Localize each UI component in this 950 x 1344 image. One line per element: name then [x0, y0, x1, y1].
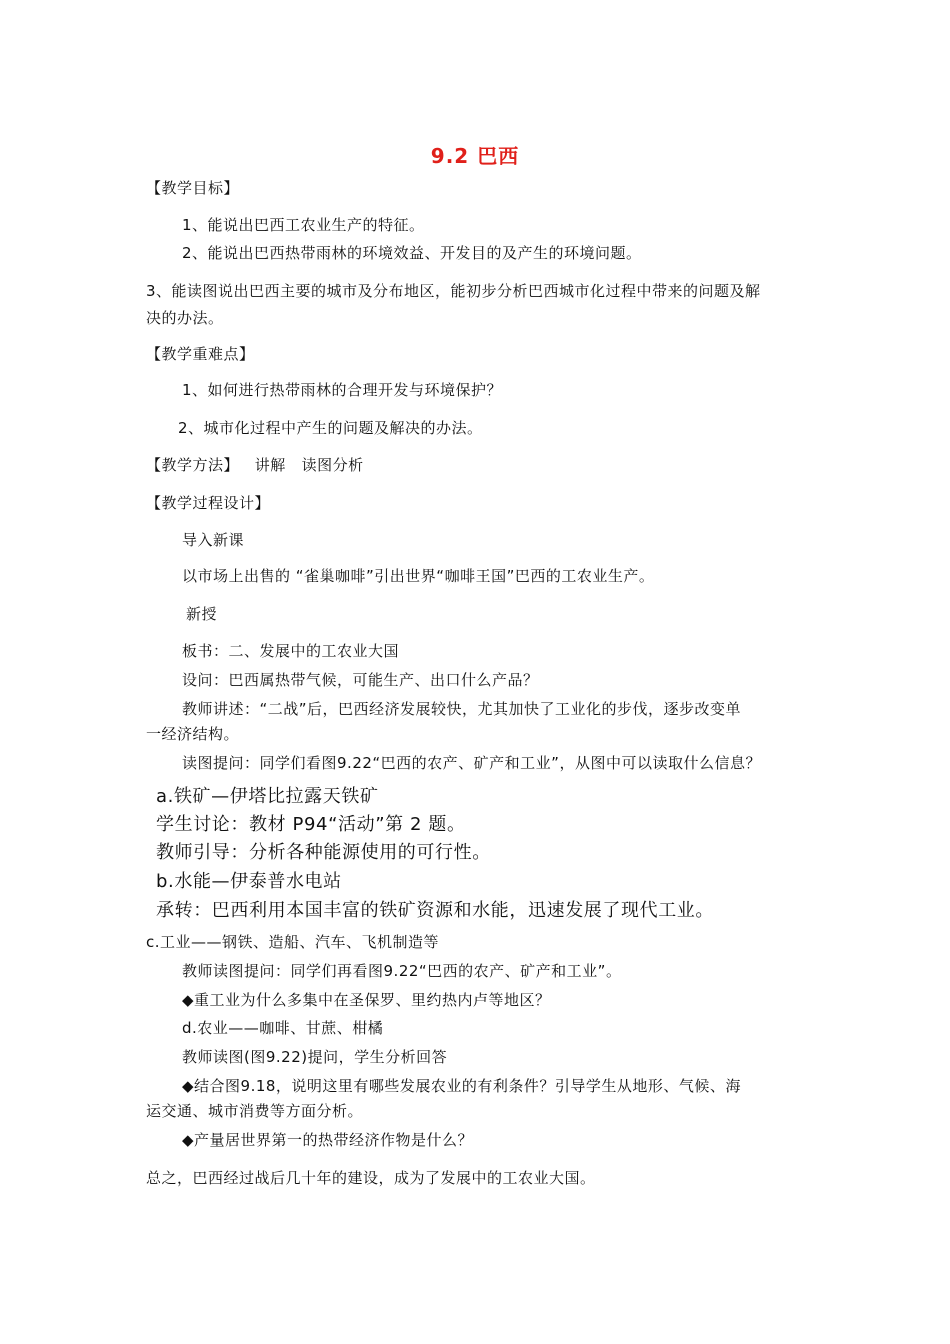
key-points-heading: 【教学重难点】: [146, 345, 255, 363]
lecture-line1: 教师讲述：“二战”后，巴西经济发展较快，尤其加快了工业化的步伐，逐步改变单: [182, 700, 742, 718]
objective-1: 1、能说出巴西工农业生产的特征。: [182, 216, 425, 234]
objective-3-line2: 决的办法。: [146, 309, 224, 327]
item-c: c.工业——钢铁、造船、汽车、飞机制造等: [146, 933, 440, 951]
key-point-1: 1、如何进行热带雨林的合理开发与环境保护？: [182, 381, 503, 399]
question-1: 设问：巴西属热带气候，可能生产、出口什么产品？: [182, 671, 539, 689]
item-d: d.农业——咖啡、甘蔗、柑橘: [182, 1019, 384, 1037]
item-b: b.水能—伊泰普水电站: [156, 871, 342, 892]
map-question: 读图提问：同学们看图9.22“巴西的农产、矿产和工业”，从图中可以读取什么信息？: [182, 754, 761, 772]
transition: 承转：巴西利用本国丰富的铁矿资源和水能，迅速发展了现代工业。: [156, 900, 714, 921]
item-a: a.铁矿—伊塔比拉露天铁矿: [156, 786, 379, 807]
intro-heading: 导入新课: [182, 531, 245, 549]
process-heading: 【教学过程设计】: [146, 494, 271, 512]
intro-text: 以市场上出售的 “雀巢咖啡”引出世界“咖啡王国”巴西的工农业生产。: [182, 567, 655, 585]
bullet-2-line1: ◆结合图9.18，说明这里有哪些发展农业的有利条件？引导学生从地形、气候、海: [182, 1077, 741, 1095]
discussion: 学生讨论：教材 P94“活动”第 2 题。: [156, 814, 466, 835]
guidance: 教师引导：分析各种能源使用的可行性。: [156, 842, 491, 863]
bullet-1: ◆重工业为什么多集中在圣保罗、里约热内卢等地区？: [182, 991, 551, 1009]
map-question-2: 教师读图提问：同学们再看图9.22“巴西的农产、矿产和工业”。: [182, 962, 622, 980]
page-title: 9.2 巴西: [430, 144, 520, 168]
teaching-method: 【教学方法】 讲解 读图分析: [146, 456, 364, 474]
summary: 总之，巴西经过战后几十年的建设，成为了发展中的工农业大国。: [146, 1169, 596, 1187]
objective-3-line1: 3、能读图说出巴西主要的城市及分布地区，能初步分析巴西城市化过程中带来的问题及解: [146, 282, 761, 300]
objectives-heading: 【教学目标】: [146, 179, 240, 197]
map-question-3: 教师读图(图9.22)提问，学生分析回答: [182, 1048, 448, 1066]
objective-2: 2、能说出巴西热带雨林的环境效益、开发目的及产生的环境问题。: [182, 244, 642, 262]
new-lesson: 新授: [186, 605, 218, 623]
bullet-2-line2: 运交通、城市消费等方面分析。: [146, 1102, 364, 1120]
lecture-line2: 一经济结构。: [146, 725, 240, 743]
board-text: 板书：二、发展中的工农业大国: [182, 642, 400, 660]
bullet-3: ◆产量居世界第一的热带经济作物是什么？: [182, 1131, 474, 1149]
key-point-2: 2、城市化过程中产生的问题及解决的办法。: [178, 419, 483, 437]
